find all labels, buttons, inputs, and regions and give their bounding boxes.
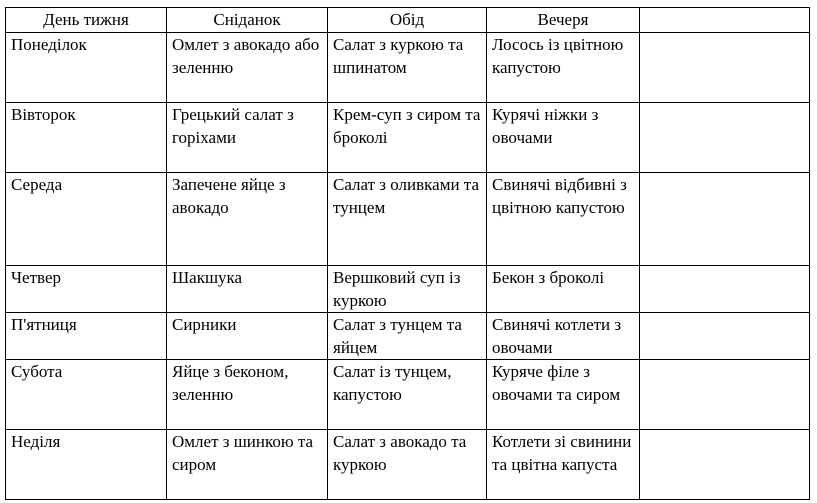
empty-cell — [640, 103, 810, 173]
empty-cell — [640, 173, 810, 266]
empty-cell — [640, 430, 810, 500]
header-day-of-week: День тижня — [6, 8, 167, 33]
empty-cell — [640, 360, 810, 430]
empty-cell — [640, 266, 810, 313]
table-row — [6, 360, 810, 430]
lunch-cell: Салат з оливками та тунцем — [328, 173, 487, 266]
breakfast-cell: Омлет з авокадо або зеленню — [167, 33, 328, 103]
day-cell: Субота — [6, 360, 167, 430]
breakfast-cell: Запечене яйце з авокадо — [167, 173, 328, 266]
breakfast-cell: Яйце з беконом, зеленню — [167, 360, 328, 430]
dinner-cell: Лосось із цвітною капустою — [487, 33, 640, 103]
day-cell: Неділя — [6, 430, 167, 500]
dinner-cell: Курячі ніжки з овочами — [487, 103, 640, 173]
day-cell: Вівторок — [6, 103, 167, 173]
lunch-cell: Салат з куркою та шпинатом — [328, 33, 487, 103]
header-lunch: Обід — [328, 8, 487, 33]
dinner-cell: Котлети зі свинини та цвітна капуста — [487, 430, 640, 500]
lunch-cell: Салат з авокадо та куркою — [328, 430, 487, 500]
lunch-cell: Салат з тунцем та яйцем — [328, 313, 487, 360]
day-cell: Понеділок — [6, 33, 167, 103]
lunch-cell: Вершковий суп із куркою — [328, 266, 487, 313]
table-row — [6, 103, 810, 173]
table-row — [6, 173, 810, 266]
day-cell: Середа — [6, 173, 167, 266]
header-breakfast: Сніданок — [167, 8, 328, 33]
lunch-cell: Салат із тунцем, капустою — [328, 360, 487, 430]
dinner-cell: Куряче філе з овочами та сиром — [487, 360, 640, 430]
breakfast-cell: Сирники — [167, 313, 328, 360]
header-empty-column — [640, 8, 810, 33]
day-cell: Четвер — [6, 266, 167, 313]
weekly-meal-plan-table — [5, 7, 810, 500]
table-row — [6, 313, 810, 360]
breakfast-cell: Грецький салат з горіхами — [167, 103, 328, 173]
table-row — [6, 266, 810, 313]
empty-cell — [640, 313, 810, 360]
empty-cell — [640, 33, 810, 103]
day-cell: П'ятниця — [6, 313, 167, 360]
dinner-cell: Свинячі відбивні з цвітною капустою — [487, 173, 640, 266]
header-dinner: Вечеря — [487, 8, 640, 33]
table-row — [6, 33, 810, 103]
breakfast-cell: Омлет з шинкою та сиром — [167, 430, 328, 500]
breakfast-cell: Шакшука — [167, 266, 328, 313]
dinner-cell: Свинячі котлети з овочами — [487, 313, 640, 360]
table-row — [6, 430, 810, 500]
dinner-cell: Бекон з броколі — [487, 266, 640, 313]
lunch-cell: Крем-суп з сиром та броколі — [328, 103, 487, 173]
table-header-row — [6, 8, 810, 33]
